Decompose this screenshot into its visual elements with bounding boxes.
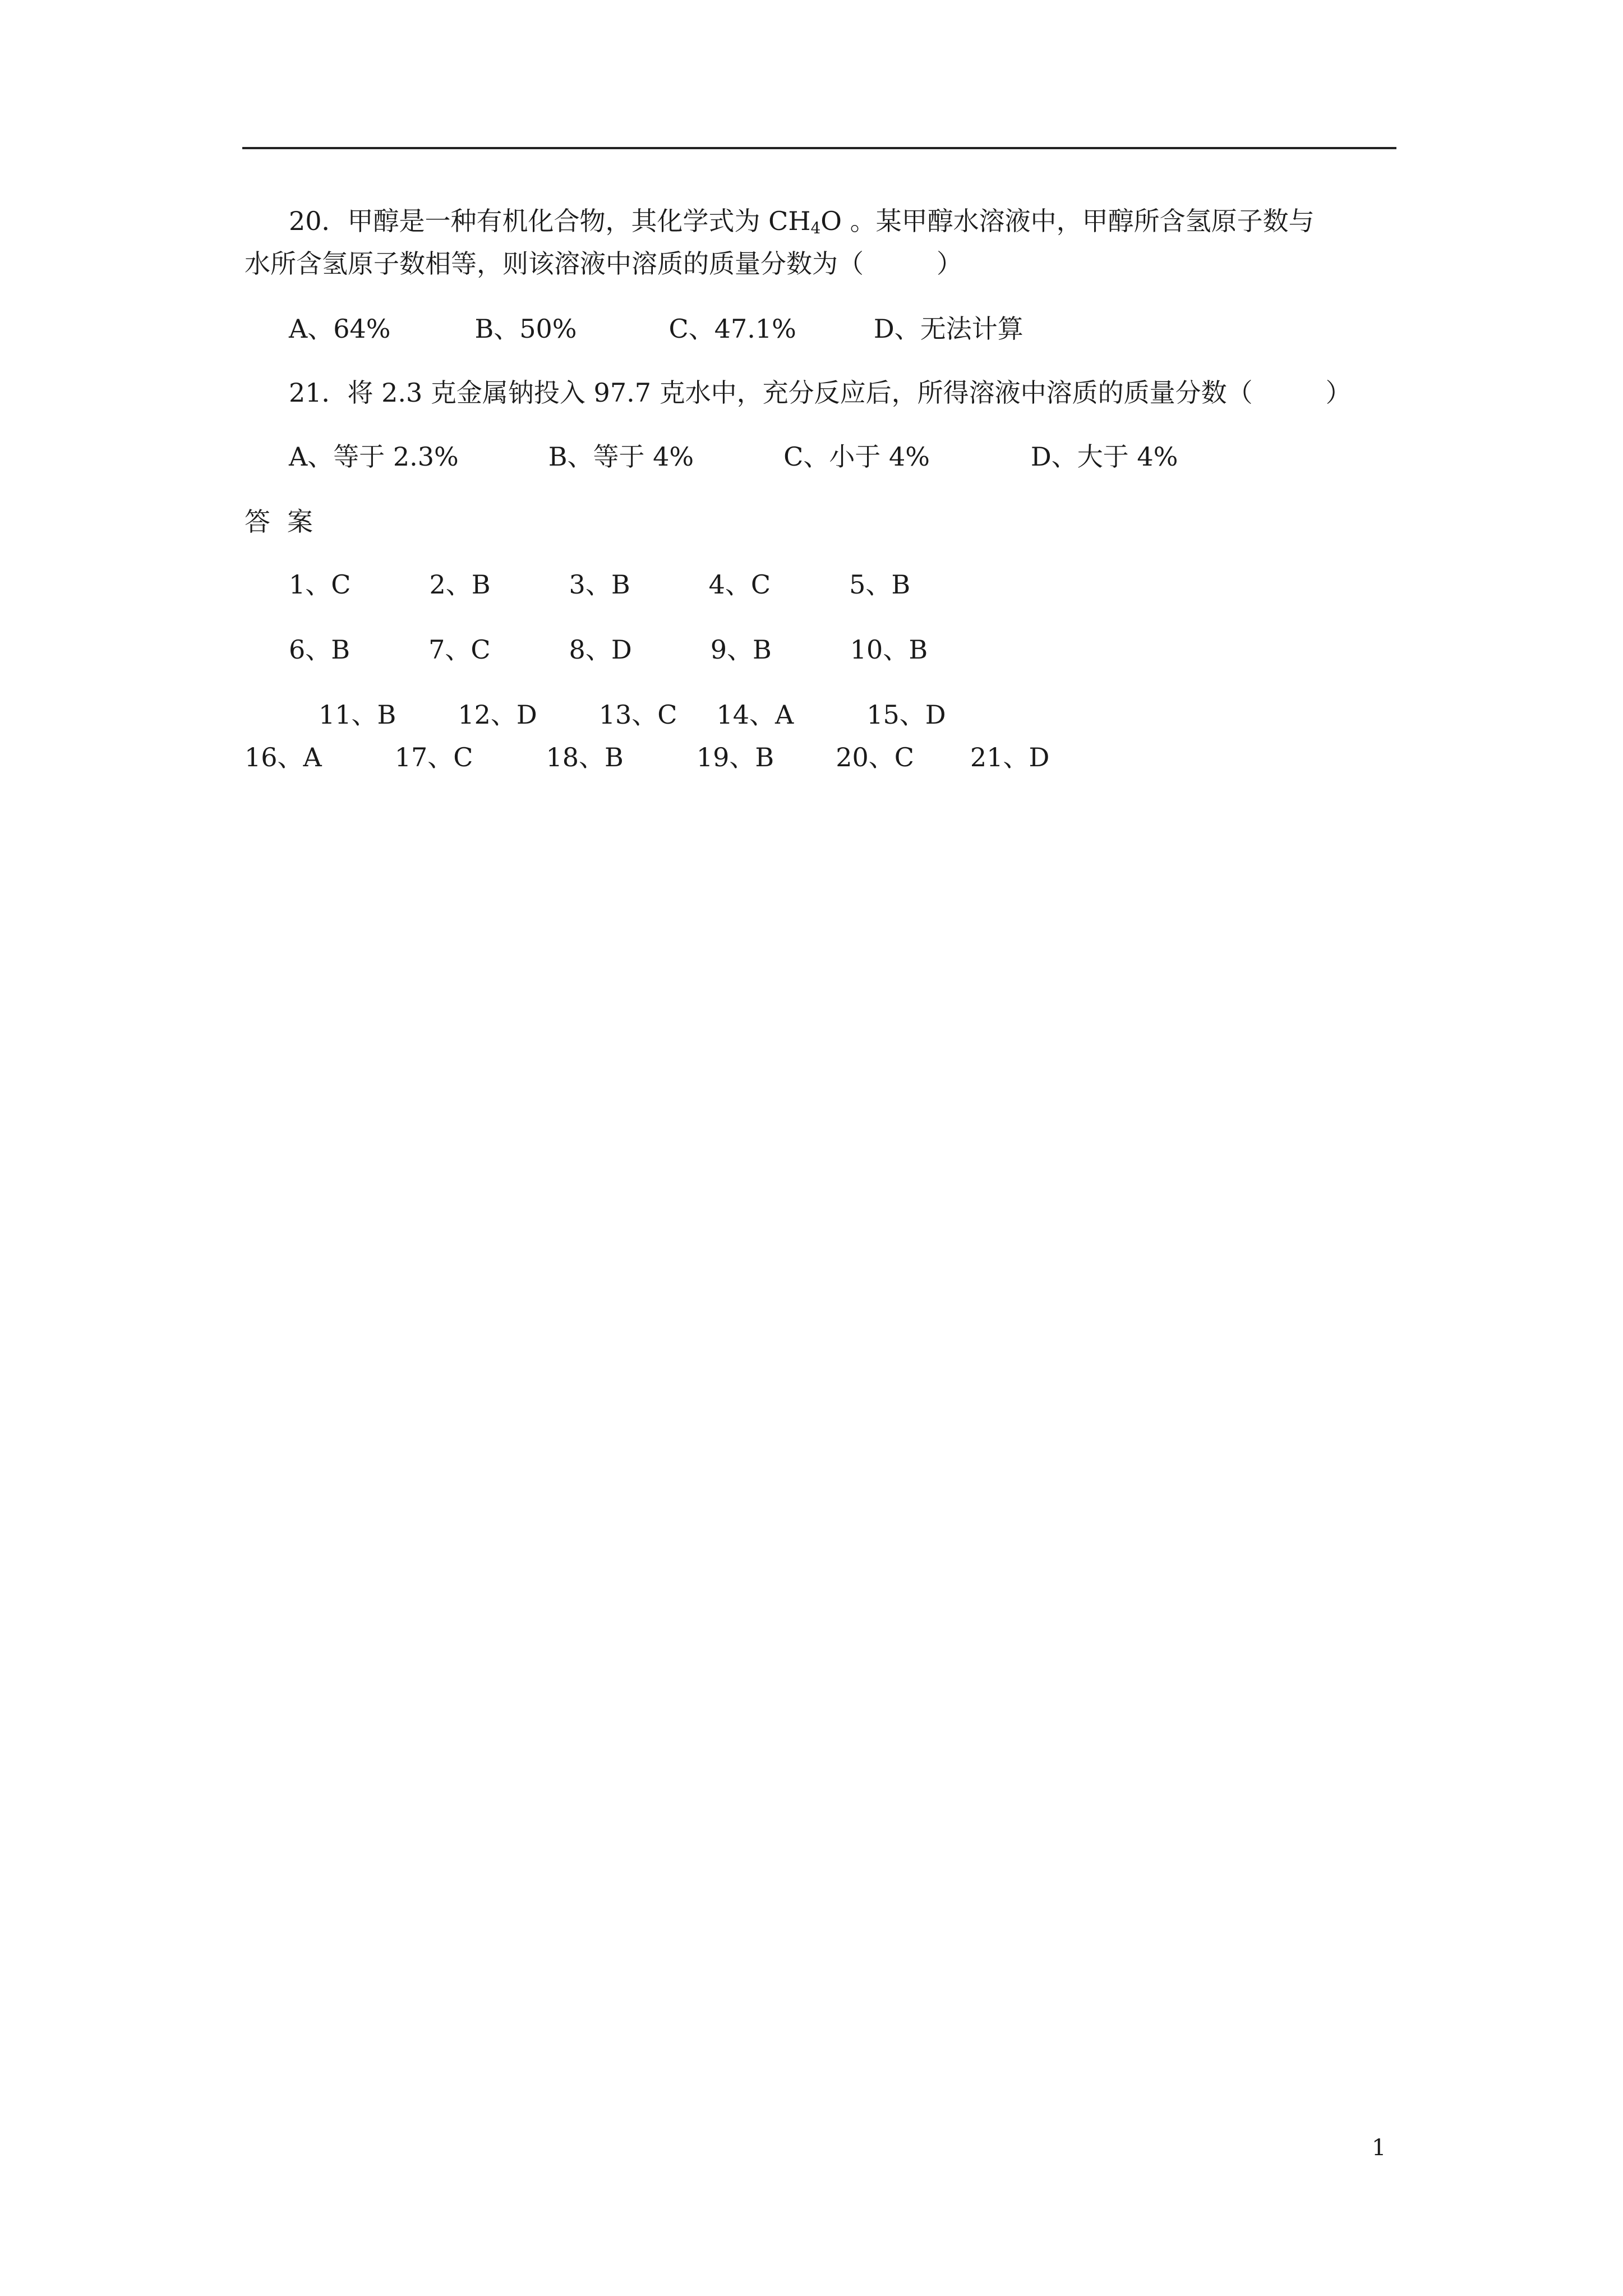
answer-item: 5、B bbox=[849, 569, 911, 600]
answer-item: 1、C bbox=[289, 569, 351, 600]
option-d: D、无法计算 bbox=[873, 314, 1023, 344]
answer-item: 3、B bbox=[569, 569, 630, 600]
option-c: C、小于 4% bbox=[783, 441, 930, 472]
answer-item: 13、C bbox=[598, 700, 677, 730]
answers-title: 答案 bbox=[245, 507, 330, 537]
option-c: C、47.1% bbox=[668, 314, 796, 344]
answers-row-1 bbox=[289, 568, 910, 601]
question-20-line-2: 水所含氢原子数相等，则该溶液中溶质的质量分数为（ ） bbox=[245, 249, 962, 279]
option-b: B、等于 4% bbox=[548, 441, 694, 472]
answer-item: 6、B bbox=[289, 634, 351, 665]
answer-item: 19、B bbox=[696, 742, 774, 772]
answer-item: 21、D bbox=[970, 742, 1050, 772]
page-number: 1 bbox=[1372, 2135, 1386, 2161]
answer-item: 8、D bbox=[569, 634, 632, 665]
answers-row-2 bbox=[289, 633, 928, 666]
answers-row-4 bbox=[245, 740, 1049, 774]
answer-item: 14、A bbox=[716, 700, 794, 730]
option-d: D、大于 4% bbox=[1030, 441, 1178, 472]
answer-item: 12、D bbox=[458, 700, 537, 730]
answer-item: 15、D bbox=[866, 700, 946, 730]
answer-item: 20、C bbox=[836, 742, 914, 772]
answers-row-3 bbox=[319, 698, 946, 731]
option-b: B、50% bbox=[474, 314, 577, 344]
question-21: 21．将 2.3 克金属钠投入 97.7 克水中，充分反应后，所得溶液中溶质的质量分数（ ） bbox=[289, 378, 1352, 408]
option-a: A、等于 2.3% bbox=[289, 441, 459, 472]
option-a: A、64% bbox=[289, 314, 391, 344]
question-21-options bbox=[289, 440, 1178, 473]
answer-item: 4、C bbox=[708, 569, 771, 600]
answer-item: 16、A bbox=[245, 742, 322, 772]
header-rule bbox=[242, 147, 1396, 149]
answer-item: 10、B bbox=[850, 634, 928, 665]
answer-item: 9、B bbox=[710, 634, 772, 665]
question-20-options bbox=[289, 312, 1023, 346]
answer-item: 17、C bbox=[394, 742, 473, 772]
answer-item: 11、B bbox=[319, 700, 396, 730]
answer-item: 2、B bbox=[429, 569, 491, 600]
question-20-line-1: 20．甲醇是一种有机化合物，其化学式为 $CH_4O$ 。某甲醇水溶液中，甲醇所含氢原子数与 bbox=[289, 206, 1315, 237]
answer-item: 18、B bbox=[546, 742, 624, 772]
answer-item: 7、C bbox=[428, 634, 491, 665]
